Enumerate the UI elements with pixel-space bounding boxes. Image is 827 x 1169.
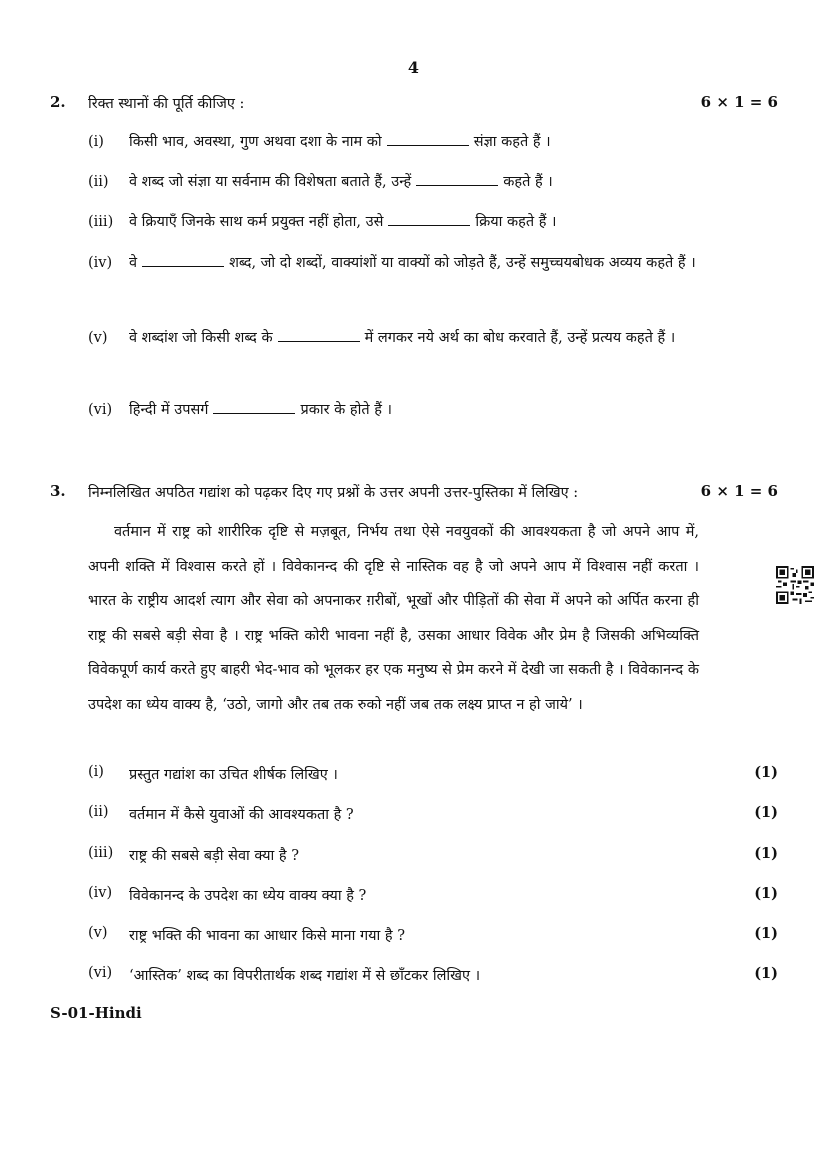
item-text-after: क्रिया कहते हैं । [475,214,557,230]
fill-blank-item [88,322,700,354]
marks-label: (1) [754,845,778,862]
question-number: 2. [50,93,66,111]
comprehension-question [88,764,778,792]
marks-label: (1) [754,764,778,781]
item-number: (vi) [88,965,113,981]
item-text-before: हिन्दी में उपसर्ग [129,402,209,418]
item-number: (iv) [88,885,113,901]
comprehension-question [88,804,778,832]
question-text: राष्ट्र की सबसे बड़ी सेवा क्या है ? [129,848,300,864]
item-number: (ii) [88,804,109,820]
question-marks: 6 × 1 = 6 [700,482,778,500]
item-number: (iii) [88,214,114,230]
item-text-before: किसी भाव, अवस्था, गुण अथवा दशा के नाम को [129,134,382,150]
item-text-after: में लगकर नये अर्थ का बोध करवाते हैं, उन्हें प्रत्यय कहते हैं । [364,330,676,346]
question-marks: 6 × 1 = 6 [700,93,778,111]
qr-code-icon [776,566,814,604]
blank-line [278,325,360,342]
item-text-after: संज्ञा कहते हैं । [473,134,551,150]
blank-line [388,209,470,226]
item-text-after: शब्द, जो दो शब्दों, वाक्यांशों या वाक्यों को जोड़ते हैं, उन्हें समुच्चयबोधक अव्यय कहते हैं । [229,255,696,271]
question-title: रिक्त स्थानों की पूर्ति कीजिए : [88,96,245,112]
marks-label: (1) [754,804,778,821]
blank-line [213,397,295,414]
fill-blank-item [88,126,700,158]
comprehension-question [88,965,778,993]
item-number: (iv) [88,255,113,271]
question-2-header [50,93,778,117]
item-text-after: कहते हैं । [503,174,553,190]
marks-label: (1) [754,925,778,942]
item-number: (v) [88,330,108,346]
blank-line [142,250,224,267]
question-text: ‘आस्तिक’ शब्द का विपरीतार्थक शब्द गद्यांश में से छाँटकर लिखिए । [129,968,481,984]
comprehension-question [88,925,778,953]
item-number: (iii) [88,845,114,861]
marks-label: (1) [754,885,778,902]
fill-blank-item [88,394,700,426]
item-number: (vi) [88,402,113,418]
blank-line [387,129,469,146]
question-text: वर्तमान में कैसे युवाओं की आवश्यकता है ? [129,807,354,823]
item-text-after: प्रकार के होते हैं । [300,402,392,418]
comprehension-question [88,885,778,913]
question-3-header [50,482,778,506]
item-number: (i) [88,134,104,150]
item-number: (i) [88,764,104,780]
item-text-before: वे शब्दांश जो किसी शब्द के [129,330,273,346]
comprehension-question [88,845,778,873]
marks-label: (1) [754,965,778,982]
question-text: विवेकानन्द के उपदेश का ध्येय वाक्य क्या है ? [129,888,367,904]
fill-blank-item [88,166,700,198]
item-text-before: वे क्रियाएँ जिनके साथ कर्म प्रयुक्त नहीं होता, उसे [129,214,384,230]
paper-code: S-01-Hindi [50,1004,142,1022]
question-text: राष्ट्र भक्ति की भावना का आधार किसे माना गया है ? [129,928,405,944]
item-text-before: वे [129,255,138,271]
item-number: (ii) [88,174,109,190]
page-number: 4 [407,58,420,77]
question-title: निम्नलिखित अपठित गद्यांश को पढ़कर दिए गए प्रश्नों के उत्तर अपनी उत्तर-पुस्तिका में लिखिए : [88,485,579,501]
fill-blank-item [88,206,700,238]
blank-line [416,169,498,186]
unseen-passage: वर्तमान में राष्ट्र को शारीरिक दृष्टि से मज़बूत, निर्भय तथा ऐसे नवयुवकों की आवश्यकता है जो अपने आप में, अपनी शक्ति में विश्वास करते हों । विवेकानन्द की दृष्टि से नास्तिक वह है जो अपने आप में विश्वास नहीं करता । भारत के राष्ट्रीय आदर्श त्याग और सेवा को अपनाकर ग़रीबों, भूखों और पीड़ितों की सेवा में अपने को अर्पित करना ही राष्ट्र की सबसे बड़ी सेवा है । राष्ट्र भक्ति कोरी भावना नहीं है, उसका आधार विवेक और प्रेम है जिसकी अभिव्यक्ति विवेकपूर्ण कार्य करते हुए बाहरी भेद-भाव को भूलकर हर एक मनुष्य से प्रेम करने में देखी जा सकती है । विवेकानन्द के उपदेश का ध्येय वाक्य है, ‘उठो, जागो और तब तक रुको नहीं जब तक लक्ष्य प्राप्त न हो जाये’ । [88,524,699,713]
fill-blank-item [88,247,700,279]
question-number: 3. [50,482,66,500]
item-text-before: वे शब्द जो संज्ञा या सर्वनाम की विशेषता बताते हैं, उन्हें [129,174,412,190]
question-text: प्रस्तुत गद्यांश का उचित शीर्षक लिखिए । [129,767,338,783]
item-number: (v) [88,925,108,941]
